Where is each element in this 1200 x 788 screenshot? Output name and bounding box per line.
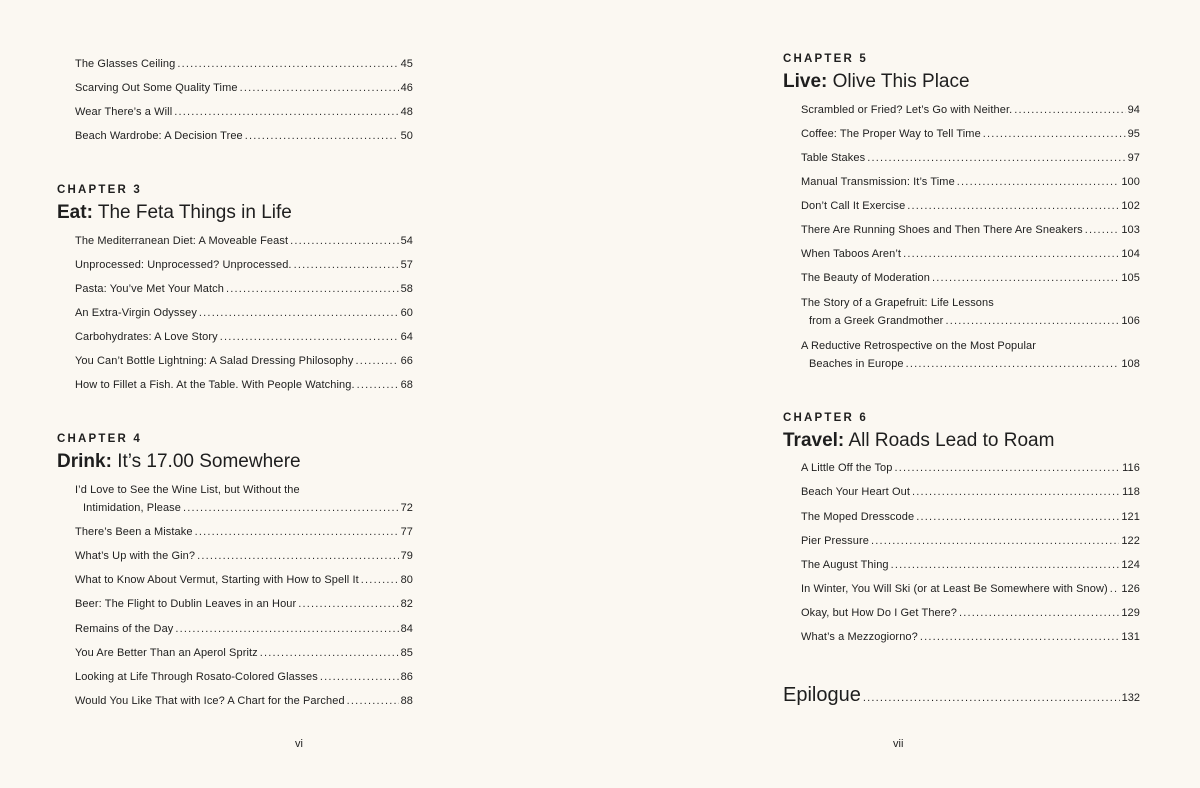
toc-entry[interactable] — [75, 571, 413, 589]
entry-page-number: 122 — [1121, 535, 1140, 547]
toc-entry[interactable] — [75, 304, 413, 322]
chapter-keyword: Eat: — [57, 202, 93, 223]
entry-page-number: 68 — [400, 379, 413, 391]
entry-page-number: 86 — [400, 671, 413, 683]
leader-dots — [361, 571, 399, 589]
entry-page-number: 88 — [400, 695, 413, 707]
leader-dots — [298, 595, 398, 613]
toc-entry[interactable] — [801, 532, 1140, 550]
entry-title: The Story of a Grapefruit: Life Lessons — [801, 297, 994, 309]
entry-title: Beach Wardrobe: A Decision Tree — [75, 130, 243, 142]
leader-dots — [903, 245, 1119, 263]
leader-dots — [1085, 221, 1120, 239]
toc-entry[interactable] — [75, 547, 413, 565]
leader-dots — [871, 532, 1119, 550]
chapter-title — [57, 202, 292, 224]
entry-page-number: 126 — [1121, 583, 1140, 595]
leader-dots — [1014, 101, 1125, 119]
entry-title: Wear There’s a Will — [75, 106, 173, 118]
entry-page-number: 64 — [400, 331, 413, 343]
entry-page-number: 48 — [400, 106, 413, 118]
entry-title: Don’t Call It Exercise — [801, 200, 906, 212]
entry-page-number: 104 — [1121, 248, 1140, 260]
entry-page-number: 94 — [1127, 104, 1140, 116]
toc-entry[interactable] — [75, 55, 413, 73]
entry-page-number: 82 — [400, 598, 413, 610]
chapter-title-text: The Feta Things in Life — [97, 202, 292, 223]
entry-page-number: 97 — [1127, 152, 1140, 164]
entry-page-number: 129 — [1121, 607, 1140, 619]
entry-title: Table Stakes — [801, 152, 866, 164]
toc-entry[interactable] — [75, 376, 413, 394]
entry-page-number: 100 — [1121, 176, 1140, 188]
toc-entry[interactable] — [801, 556, 1140, 574]
chapter-keyword: Travel: — [783, 430, 845, 451]
leader-dots — [912, 483, 1120, 501]
leader-dots — [983, 125, 1126, 143]
toc-entry[interactable] — [75, 256, 413, 274]
entry-page-number: 79 — [400, 550, 413, 562]
leader-dots — [357, 376, 399, 394]
entry-page-number: 118 — [1122, 486, 1140, 498]
leader-dots — [320, 668, 399, 686]
entry-page-number: 54 — [400, 235, 413, 247]
chapter-title — [57, 451, 301, 473]
chapter-title-text: It’s 17.00 Somewhere — [117, 451, 301, 472]
leader-dots — [907, 197, 1119, 215]
entry-page-number: 58 — [400, 283, 413, 295]
entry-title: What to Know About Vermut, Starting with How to Spell It — [75, 574, 359, 586]
leader-dots — [199, 304, 399, 322]
entry-title: Beach Your Heart Out — [801, 486, 911, 498]
entry-page-number: 84 — [400, 623, 413, 635]
leader-dots — [920, 628, 1120, 646]
toc-entry[interactable] — [75, 668, 413, 686]
toc-entry[interactable] — [75, 103, 413, 121]
entry-title: Coffee: The Proper Way to Tell Time — [801, 128, 981, 140]
entry-page-number: 132 — [1121, 692, 1140, 704]
toc-entry[interactable] — [75, 620, 413, 638]
entry-title: Scrambled or Fried? Let’s Go with Neither. — [801, 104, 1013, 116]
toc-entry[interactable] — [75, 481, 413, 517]
leader-dots — [175, 620, 398, 638]
entry-title: Beer: The Flight to Dublin Leaves in an Hour — [75, 598, 297, 610]
right-page — [600, 0, 1200, 788]
entry-title: Carbohydrates: A Love Story — [75, 331, 218, 343]
entry-title: You Are Better Than an Aperol Spritz — [75, 647, 258, 659]
toc-entry[interactable] — [801, 459, 1140, 477]
entry-title: The Glasses Ceiling — [75, 58, 176, 70]
leader-dots — [197, 547, 398, 565]
chapter-title-text: Olive This Place — [832, 71, 970, 92]
leader-dots — [226, 280, 399, 298]
leader-dots — [863, 692, 1120, 704]
leader-dots — [932, 269, 1119, 287]
entry-title: How to Fillet a Fish. At the Table. With People Watching. — [75, 379, 355, 391]
toc-entry[interactable] — [801, 604, 1140, 622]
entry-title: Remains of the Day — [75, 623, 174, 635]
toc-entry[interactable] — [75, 328, 413, 346]
entry-title: Unprocessed: Unprocessed? Unprocessed. — [75, 259, 292, 271]
entry-title: What’s a Mezzogiorno? — [801, 631, 918, 643]
toc-entry[interactable] — [801, 101, 1140, 119]
epilogue-entry[interactable] — [783, 684, 1140, 707]
entry-page-number: 124 — [1121, 559, 1140, 571]
entry-page-number: 103 — [1121, 224, 1140, 236]
toc-entry[interactable] — [75, 280, 413, 298]
entry-page-number: 72 — [400, 502, 413, 514]
leader-dots — [260, 644, 399, 662]
entry-title: The Moped Dresscode — [801, 511, 915, 523]
entry-title: I’d Love to See the Wine List, but Without the — [75, 484, 300, 496]
entry-page-number: 85 — [400, 647, 413, 659]
toc-entry[interactable] — [801, 269, 1140, 287]
entry-title: There’s Been a Mistake — [75, 526, 193, 538]
leader-dots — [177, 55, 398, 73]
leader-dots — [867, 149, 1125, 167]
entry-page-number: 106 — [1121, 315, 1140, 327]
entry-page-number: 105 — [1121, 272, 1140, 284]
leader-dots — [355, 352, 398, 370]
leader-dots — [957, 173, 1120, 191]
chapter-title — [783, 430, 1054, 452]
leader-dots — [1110, 580, 1120, 598]
epilogue-title: Epilogue — [783, 684, 861, 706]
entry-page-number: 121 — [1121, 511, 1140, 523]
entry-title: Okay, but How Do I Get There? — [801, 607, 957, 619]
chapter-label: CHAPTER 4 — [57, 433, 142, 445]
leader-dots — [183, 499, 399, 517]
leader-dots — [347, 692, 399, 710]
entry-title: Looking at Life Through Rosato-Colored Glasses — [75, 671, 318, 683]
toc-entry[interactable] — [801, 337, 1140, 373]
leader-dots — [916, 508, 1119, 526]
chapter-keyword: Live: — [783, 71, 828, 92]
leader-dots — [245, 127, 399, 145]
toc-entry[interactable] — [801, 125, 1140, 143]
toc-entry[interactable] — [801, 197, 1140, 215]
chapter-title — [783, 71, 970, 93]
chapter-label: CHAPTER 6 — [783, 412, 868, 424]
leader-dots — [294, 256, 399, 274]
leader-dots — [945, 312, 1119, 330]
toc-entry[interactable] — [801, 580, 1140, 598]
entry-page-number: 57 — [400, 259, 413, 271]
entry-page-number: 77 — [400, 526, 413, 538]
entry-page-number: 46 — [400, 82, 413, 94]
entry-title: Pasta: You’ve Met Your Match — [75, 283, 224, 295]
entry-title: In Winter, You Will Ski (or at Least Be Somewhere with Snow) — [801, 583, 1108, 595]
toc-entry[interactable] — [801, 294, 1140, 330]
leader-dots — [891, 556, 1120, 574]
chapter-label: CHAPTER 3 — [57, 184, 142, 196]
entry-title: The Beauty of Moderation — [801, 272, 930, 284]
toc-entry[interactable] — [801, 508, 1140, 526]
chapter-keyword: Drink: — [57, 451, 112, 472]
toc-entry[interactable] — [75, 232, 413, 250]
toc-entry[interactable] — [75, 127, 413, 145]
toc-entry[interactable] — [75, 692, 413, 710]
entry-title: What’s Up with the Gin? — [75, 550, 196, 562]
entry-title: Pier Pressure — [801, 535, 869, 547]
chapter-title-text: All Roads Lead to Roam — [848, 430, 1055, 451]
entry-title: A Reductive Retrospective on the Most Popular — [801, 340, 1037, 352]
entry-page-number: 66 — [400, 355, 413, 367]
entry-title-continued: Beaches in Europe — [809, 358, 904, 370]
toc-entry[interactable] — [75, 644, 413, 662]
entry-title: You Can’t Bottle Lightning: A Salad Dressing Philosophy — [75, 355, 354, 367]
toc-entry[interactable] — [75, 595, 413, 613]
entry-page-number: 45 — [400, 58, 413, 70]
leader-dots — [240, 79, 399, 97]
entry-title: A Little Off the Top — [801, 462, 893, 474]
toc-entry[interactable] — [801, 245, 1140, 263]
leader-dots — [220, 328, 399, 346]
toc-entry[interactable] — [801, 149, 1140, 167]
leader-dots — [906, 355, 1120, 373]
entry-title: When Taboos Aren’t — [801, 248, 902, 260]
entry-title-continued: Intimidation, Please — [83, 502, 181, 514]
leader-dots — [895, 459, 1121, 477]
toc-entry[interactable] — [801, 628, 1140, 646]
entry-title: An Extra-Virgin Odyssey — [75, 307, 197, 319]
entry-page-number: 95 — [1127, 128, 1140, 140]
entry-title-continued: from a Greek Grandmother — [809, 315, 944, 327]
entry-page-number: 50 — [400, 130, 413, 142]
entry-page-number: 80 — [400, 574, 413, 586]
entry-title: The August Thing — [801, 559, 889, 571]
leader-dots — [959, 604, 1119, 622]
entry-title: Scarving Out Some Quality Time — [75, 82, 238, 94]
toc-entry[interactable] — [75, 352, 413, 370]
page-folio: vi — [295, 738, 303, 750]
page-folio: vii — [893, 738, 904, 750]
entry-page-number: 60 — [400, 307, 413, 319]
entry-title: The Mediterranean Diet: A Moveable Feast — [75, 235, 289, 247]
toc-entry[interactable] — [75, 523, 413, 541]
toc-entry[interactable] — [801, 173, 1140, 191]
entry-title: There Are Running Shoes and Then There Are Sneakers — [801, 224, 1083, 236]
entry-title: Would You Like That with Ice? A Chart for the Parched — [75, 695, 345, 707]
leader-dots — [195, 523, 399, 541]
toc-entry[interactable] — [801, 221, 1140, 239]
entry-page-number: 102 — [1121, 200, 1140, 212]
leader-dots — [290, 232, 398, 250]
entry-page-number: 108 — [1121, 358, 1140, 370]
toc-entry[interactable] — [801, 483, 1140, 501]
entry-title: Manual Transmission: It’s Time — [801, 176, 955, 188]
chapter-label: CHAPTER 5 — [783, 53, 868, 65]
entry-page-number: 116 — [1122, 462, 1140, 474]
leader-dots — [174, 103, 398, 121]
toc-entry[interactable] — [75, 79, 413, 97]
entry-page-number: 131 — [1121, 631, 1140, 643]
